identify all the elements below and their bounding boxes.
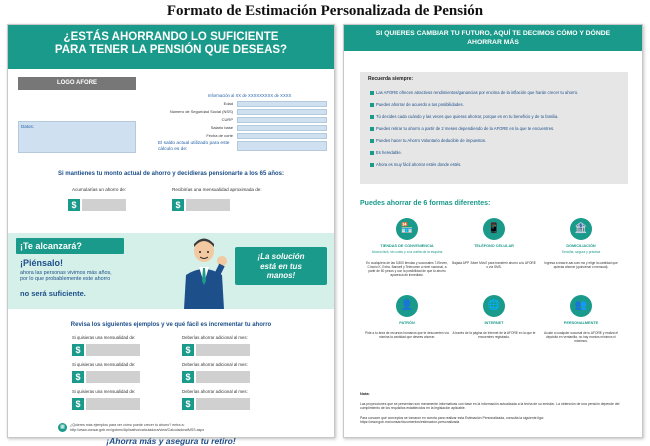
- forma-title: TELÉFONO CELULAR: [474, 244, 514, 248]
- dollar-icon: $: [182, 344, 194, 356]
- field-box: [237, 125, 327, 131]
- nota-line1: Las proyecciones que se presentan son meramente informativas con base en la información actualizada a la fecha de su emisión. La obtención de una pensión depende del cumplimiento de los requisitos establecidos en la legislación aplicable.: [360, 402, 620, 411]
- forma-title: PATRÓN: [399, 321, 415, 325]
- deberias-label: Deberías ahorrar adicional al mes:: [182, 389, 248, 394]
- solucion-line1: ¡La solución: [257, 252, 305, 261]
- info-date-line: Información al XX de XXXXXXXXX de XXXX: [208, 93, 292, 98]
- piensalo-text: ¡Piénsalo!: [20, 258, 64, 268]
- dollar-icon: $: [72, 398, 84, 410]
- reminder-text: Puedes hacer tu Ahorro Voluntario deducible de impuestos.: [376, 138, 487, 143]
- recibirias-box: [186, 199, 230, 211]
- recuerda-box: [360, 72, 628, 184]
- field-edad: [153, 101, 328, 108]
- field-label: Edad: [223, 101, 233, 106]
- field-label: Salario base: [210, 125, 233, 130]
- afore-logo: LOGO AFORE: [18, 77, 136, 90]
- reminder-item: [370, 126, 554, 131]
- datos-box: [18, 121, 136, 153]
- forma-description: Pide a tu área de recursos humanos que te descuenten vía nómina la cantidad que desees ahorrar.: [365, 331, 449, 340]
- saldo-label: El saldo actual utilizado para este cálculo es de:: [158, 141, 230, 152]
- reminder-item: [370, 114, 559, 119]
- nota-text: [360, 402, 630, 424]
- globe-icon: 🌐: [483, 295, 505, 317]
- field-curp: [153, 117, 328, 124]
- check-icon: [370, 151, 374, 155]
- field-box: [237, 101, 327, 107]
- forma-subtitle: Sencilla, segura y práctica: [561, 250, 601, 254]
- example-box: [196, 371, 250, 383]
- reminder-text: Tú decides cada cuándo y las veces que quieras ahorrar, porque es en tu beneficio y de tu familia.: [376, 114, 559, 119]
- reminder-item: [370, 138, 486, 143]
- estimation-page-front: [7, 24, 335, 446]
- example-box: [86, 344, 140, 356]
- reminder-text: Puedes ahorrar de acuerdo a tus posibilidades.: [376, 102, 464, 107]
- back-header-line1: SI QUIERES CAMBIAR TU FUTURO, AQUÍ TE DECIMOS CÓMO Y DÓNDE: [375, 30, 611, 37]
- recuerda-title: Recuerda siempre:: [368, 76, 414, 82]
- datos-label: Datos:: [21, 124, 35, 129]
- field-box: [237, 117, 327, 123]
- quisieras-label: Si quisieras una mensualidad de:: [72, 362, 136, 367]
- forma-description: En cualquiera de las 5,800 tiendas y sucursales 7-Eleven, Círculo K, Extra, Bansefi y Telecomm a nivel nacional, a partir de 50 pesos y con la posibilidad de que tu ahorro aparezca de inmediato.: [366, 261, 448, 278]
- check-icon: [370, 139, 374, 143]
- reminder-item: [370, 90, 578, 95]
- acumularias-box: [82, 199, 126, 211]
- reminder-item: [370, 102, 464, 107]
- dollar-icon: $: [182, 398, 194, 410]
- field-label: Fecha de corte: [206, 133, 233, 138]
- alcanzara-heading: ¡Te alcanzará?: [16, 238, 124, 254]
- reminder-item: [370, 150, 402, 155]
- back-header-line2: AHORRAR MÁS: [467, 39, 519, 46]
- field-label: Número de Seguridad Social (NSS): [169, 109, 233, 114]
- field-fecha: [153, 133, 328, 140]
- field-box: [237, 133, 327, 139]
- ahorra-mas-slogan: ¡Ahorra más y asegura tu retiro!: [106, 436, 236, 446]
- back-header: [344, 25, 642, 51]
- example-box: [196, 398, 250, 410]
- longevity-text: ahora las personas vivimos más años, por lo que probablemente este ahorro: [20, 270, 112, 283]
- forma-title: TIENDAS DE CONVENIENCIA: [380, 244, 434, 248]
- dollar-icon: $: [182, 371, 194, 383]
- dollar-icon: $: [72, 344, 84, 356]
- forma-description: Bajada APP 'Afore Móvil' para transferir ahorro a tu AFORE o vía SMS.: [452, 261, 536, 270]
- front-header-line2: PARA TENER LA PENSIÓN QUE DESEAS?: [54, 44, 288, 56]
- nota-link[interactable]: https://www.gob.mx/consar/documentos/estimacion-personalizada: [360, 419, 460, 424]
- check-icon: [370, 91, 374, 95]
- store-icon: 🏪: [396, 218, 418, 240]
- reminder-text: Las AFORE ofrecen atractivos rendimientos/ganancias por encima de la inflación que harán crecer tu ahorro.: [376, 90, 579, 95]
- field-nss: [153, 109, 328, 116]
- dollar-icon: $: [172, 199, 184, 211]
- revisa-heading: Revisa los siguientes ejemplos y ve qué fácil es incrementar tu ahorro: [70, 322, 272, 328]
- reminder-text: Puedes retirar tu ahorro a partir de 2 meses dependiendo de la AFORE en la que te encuentres.: [376, 126, 555, 131]
- no-sera-suficiente: no será suficiente.: [20, 289, 86, 298]
- reminder-item: [370, 162, 461, 167]
- front-header: [8, 25, 334, 69]
- reminder-text: Es heredable.: [376, 150, 402, 155]
- example-box: [86, 398, 140, 410]
- phone-icon: 📱: [483, 218, 505, 240]
- example-box: [86, 371, 140, 383]
- seis-formas-heading: Puedes ahorrar de 6 formas diferentes:: [360, 200, 491, 207]
- nota-label: Nota:: [360, 392, 370, 396]
- solucion-bubble: [235, 247, 327, 285]
- deberias-label: Deberías ahorrar adicional al mes:: [182, 362, 248, 367]
- recibirias-label: Recibirías una mensualidad aproximada de:: [172, 187, 262, 192]
- field-box: [237, 109, 327, 115]
- check-icon: [370, 115, 374, 119]
- check-icon: [370, 127, 374, 131]
- deberias-label: Deberías ahorrar adicional al mes:: [182, 335, 248, 340]
- nota-line2: Para conocer qué conceptos se tomaron en cuenta para realizar esta Estimación Personalizada, consulta la siguiente liga:: [360, 415, 544, 420]
- reminder-text: Ahora es muy fácil ahorrar estés donde estés.: [376, 162, 462, 167]
- calculator-icon: ▦: [58, 423, 67, 432]
- forma-description: Acude a cualquier sucursal de tu AFORE y realiza el depósito en ventanilla, no hay montos mínimos ni máximos.: [543, 331, 619, 344]
- quisieras-label: Si quisieras una mensualidad de:: [72, 389, 136, 394]
- mantienes-heading: Si mantienes tu monto actual de ahorro y decidieras pensionarte a los 65 años:: [57, 171, 285, 177]
- forma-description: A través de la página de Internet de la AFORE en la que te encuentres registrado.: [452, 331, 536, 340]
- check-icon: [370, 163, 374, 167]
- example-box: [196, 344, 250, 356]
- employer-icon: 👤: [396, 295, 418, 317]
- dollar-icon: $: [68, 199, 80, 211]
- bank-icon: 🏦: [570, 218, 592, 240]
- acumularias-label: Acumularías un ahorro de:: [72, 187, 127, 192]
- front-header-line1: ¿ESTÁS AHORRANDO LO SUFICIENTE: [63, 31, 279, 43]
- document-title: Formato de Estimación Personalizada de Pensión: [166, 3, 484, 19]
- footer-link[interactable]: http://www.consar.gob.mx/gobmx/Aplicativo/calculadora/view/CalculadoraIMSS.aspx: [70, 427, 205, 432]
- forma-description: Ingresa a www.e-sar.com.mx y elige la cantidad que quieras ahorrar (quincenal o mensual).: [544, 261, 618, 270]
- forma-title: PERSONALMENTE: [563, 321, 599, 325]
- forma-subtitle: Ahorra fácil, sin costo y a la vuelta de la esquina: [371, 250, 443, 254]
- forma-title: DOMICILIACIÓN: [566, 244, 596, 248]
- field-salario: [153, 125, 328, 132]
- businessman-illustration: [172, 235, 236, 309]
- footer-note-line1: ¿Quieres más ejemplos para ver cómo puede crecer tu ahorro? entra a:: [70, 423, 185, 427]
- saldo-box: [237, 141, 327, 151]
- field-label: CURP: [221, 117, 233, 122]
- solucion-line2: está en tus: [260, 261, 302, 271]
- estimation-page-back: [343, 24, 643, 438]
- forma-title: INTERNET: [484, 321, 504, 325]
- dollar-icon: $: [72, 371, 84, 383]
- check-icon: [370, 103, 374, 107]
- solucion-line3: manos!: [266, 271, 296, 280]
- quisieras-label: Si quisieras una mensualidad de:: [72, 335, 136, 340]
- people-icon: 👥: [570, 295, 592, 317]
